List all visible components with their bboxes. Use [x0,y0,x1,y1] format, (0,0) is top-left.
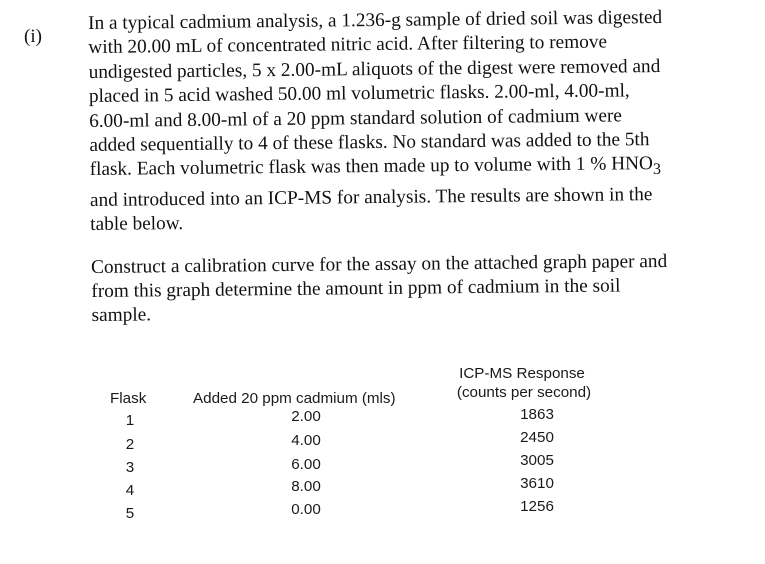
paragraph-line: undigested particles, 5 x 2.00-mL aliquots of the digest were removed and [88,55,661,83]
paragraph-line-text: flask. Each volumetric flask was then made up to volume with 1 % HNO [89,153,654,181]
paragraph-line: added sequentially to 4 of these flasks. No standard was added to the 5th [89,129,650,157]
table-cell-flask: 5 [125,505,135,522]
table-cell-flask: 4 [125,482,135,499]
table-cell-response: 2450 [520,429,554,446]
instruction-paragraph [91,249,732,328]
paragraph-line: sample. [91,304,152,327]
table-cell-added: 4.00 [291,432,321,449]
question-marker: (i) [24,26,42,47]
header-response-line1: ICP-MS Response [459,365,585,382]
table-cell-added: 6.00 [291,456,321,473]
table-cell-flask: 2 [125,436,135,453]
table-cell-response: 3610 [520,475,554,492]
table-cell-flask: 3 [125,459,135,476]
table-cell-response: 3005 [520,452,554,469]
table-cell-response: 1256 [520,498,554,515]
hno3-subscript: 3 [652,161,662,179]
paragraph-line: and introduced into an ICP-MS for analysis. The results are shown in the [89,183,653,211]
paragraph-line: 6.00-ml and 8.00-ml of a 20 ppm standard solution of cadmium were [89,105,623,132]
paragraph-line: Construct a calibration curve for the assay on the attached graph paper and [91,250,668,278]
table-cell-added: 0.00 [291,501,321,518]
table-cell-flask: 1 [125,412,135,429]
table-cell-response: 1863 [520,406,554,423]
paragraph-line: table below. [90,213,184,236]
header-added-cadmium: Added 20 ppm cadmium (mls) [193,390,396,407]
paragraph-line: with 20.00 mL of concentrated nitric acid. After filtering to remove [88,31,608,59]
header-flask: Flask [110,390,147,407]
paragraph-line: placed in 5 acid washed 50.00 ml volumetric flasks. 2.00-ml, 4.00-ml, [88,80,630,108]
header-response-line2: (counts per second) [456,384,592,401]
table-cell-added: 8.00 [291,478,321,495]
table-cell-added: 2.00 [291,408,321,425]
paragraph-line: from this graph determine the amount in ppm of cadmium in the soil [91,275,621,303]
problem-paragraph [88,5,730,237]
paragraph-line: In a typical cadmium analysis, a 1.236-g sample of dried soil was digested [88,6,663,34]
